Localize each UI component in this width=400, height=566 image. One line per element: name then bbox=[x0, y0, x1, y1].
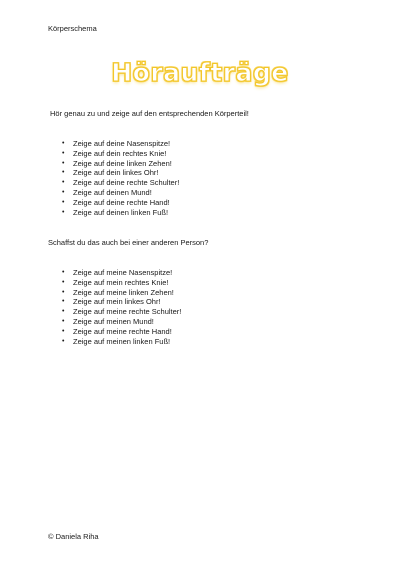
list-item-text: Zeige auf deinen Mund! bbox=[73, 187, 152, 197]
intro-instruction: Hör genau zu und zeige auf den entsprechenden Körperteil! bbox=[50, 109, 249, 118]
bullet-icon: • bbox=[62, 327, 65, 335]
list-item-text: Zeige auf mein linkes Ohr! bbox=[73, 297, 161, 307]
copyright-footer: © Daniela Riha bbox=[48, 532, 99, 541]
list-item bbox=[62, 337, 181, 347]
bullet-icon: • bbox=[62, 337, 65, 345]
list-item bbox=[62, 317, 181, 327]
bullet-icon: • bbox=[62, 159, 65, 167]
bullet-icon: • bbox=[62, 140, 65, 147]
bullet-icon: • bbox=[62, 208, 65, 216]
list-item-text: Zeige auf deine Nasenspitze! bbox=[73, 139, 171, 148]
list-item bbox=[62, 208, 179, 218]
page-title: Höraufträge bbox=[111, 58, 289, 87]
list-item-text: Zeige auf deine linken Zehen! bbox=[73, 158, 172, 168]
list-item-text: Zeige auf dein linkes Ohr! bbox=[73, 168, 159, 178]
list-item bbox=[62, 159, 179, 169]
header-label: Körperschema bbox=[48, 24, 97, 33]
bullet-icon: • bbox=[62, 198, 65, 206]
list-item-text: Zeige auf meinen Mund! bbox=[73, 316, 154, 326]
list-item bbox=[62, 297, 181, 307]
bullet-icon: • bbox=[62, 288, 65, 296]
list-item-text: Zeige auf meinen linken Fuß! bbox=[73, 336, 171, 346]
list-item bbox=[62, 327, 181, 337]
bullet-icon: • bbox=[62, 298, 65, 306]
task-list-self bbox=[62, 139, 179, 217]
list-item-text: Zeige auf meine linken Zehen! bbox=[73, 287, 174, 297]
list-item-text: Zeige auf dein rechtes Knie! bbox=[73, 148, 167, 158]
bullet-icon: • bbox=[62, 179, 65, 187]
list-item-text: Zeige auf deine rechte Hand! bbox=[73, 197, 170, 207]
list-item bbox=[62, 198, 179, 208]
list-item bbox=[62, 278, 181, 288]
list-item bbox=[62, 288, 181, 298]
bullet-icon: • bbox=[62, 317, 65, 325]
list-item-text: Zeige auf deinen linken Fuß! bbox=[73, 207, 169, 217]
bullet-icon: • bbox=[62, 278, 65, 286]
list-item-text: Zeige auf meine Nasenspitze! bbox=[73, 268, 173, 277]
list-item bbox=[62, 307, 181, 317]
list-item-text: Zeige auf meine rechte Hand! bbox=[73, 326, 172, 336]
list-item bbox=[62, 139, 179, 149]
list-item bbox=[62, 268, 181, 278]
list-item-text: Zeige auf meine rechte Schulter! bbox=[73, 307, 182, 317]
list-item bbox=[62, 149, 179, 159]
question-text: Schaffst du das auch bei einer anderen Person? bbox=[48, 238, 209, 247]
list-item-text: Zeige auf mein rechtes Knie! bbox=[73, 277, 169, 287]
bullet-icon: • bbox=[62, 269, 65, 276]
list-item bbox=[62, 168, 179, 178]
bullet-icon: • bbox=[62, 169, 65, 177]
task-list-other bbox=[62, 268, 181, 346]
list-item-text: Zeige auf deine rechte Schulter! bbox=[73, 178, 180, 188]
bullet-icon: • bbox=[62, 149, 65, 157]
bullet-icon: • bbox=[62, 188, 65, 196]
list-item bbox=[62, 188, 179, 198]
bullet-icon: • bbox=[62, 308, 65, 316]
list-item bbox=[62, 178, 179, 188]
